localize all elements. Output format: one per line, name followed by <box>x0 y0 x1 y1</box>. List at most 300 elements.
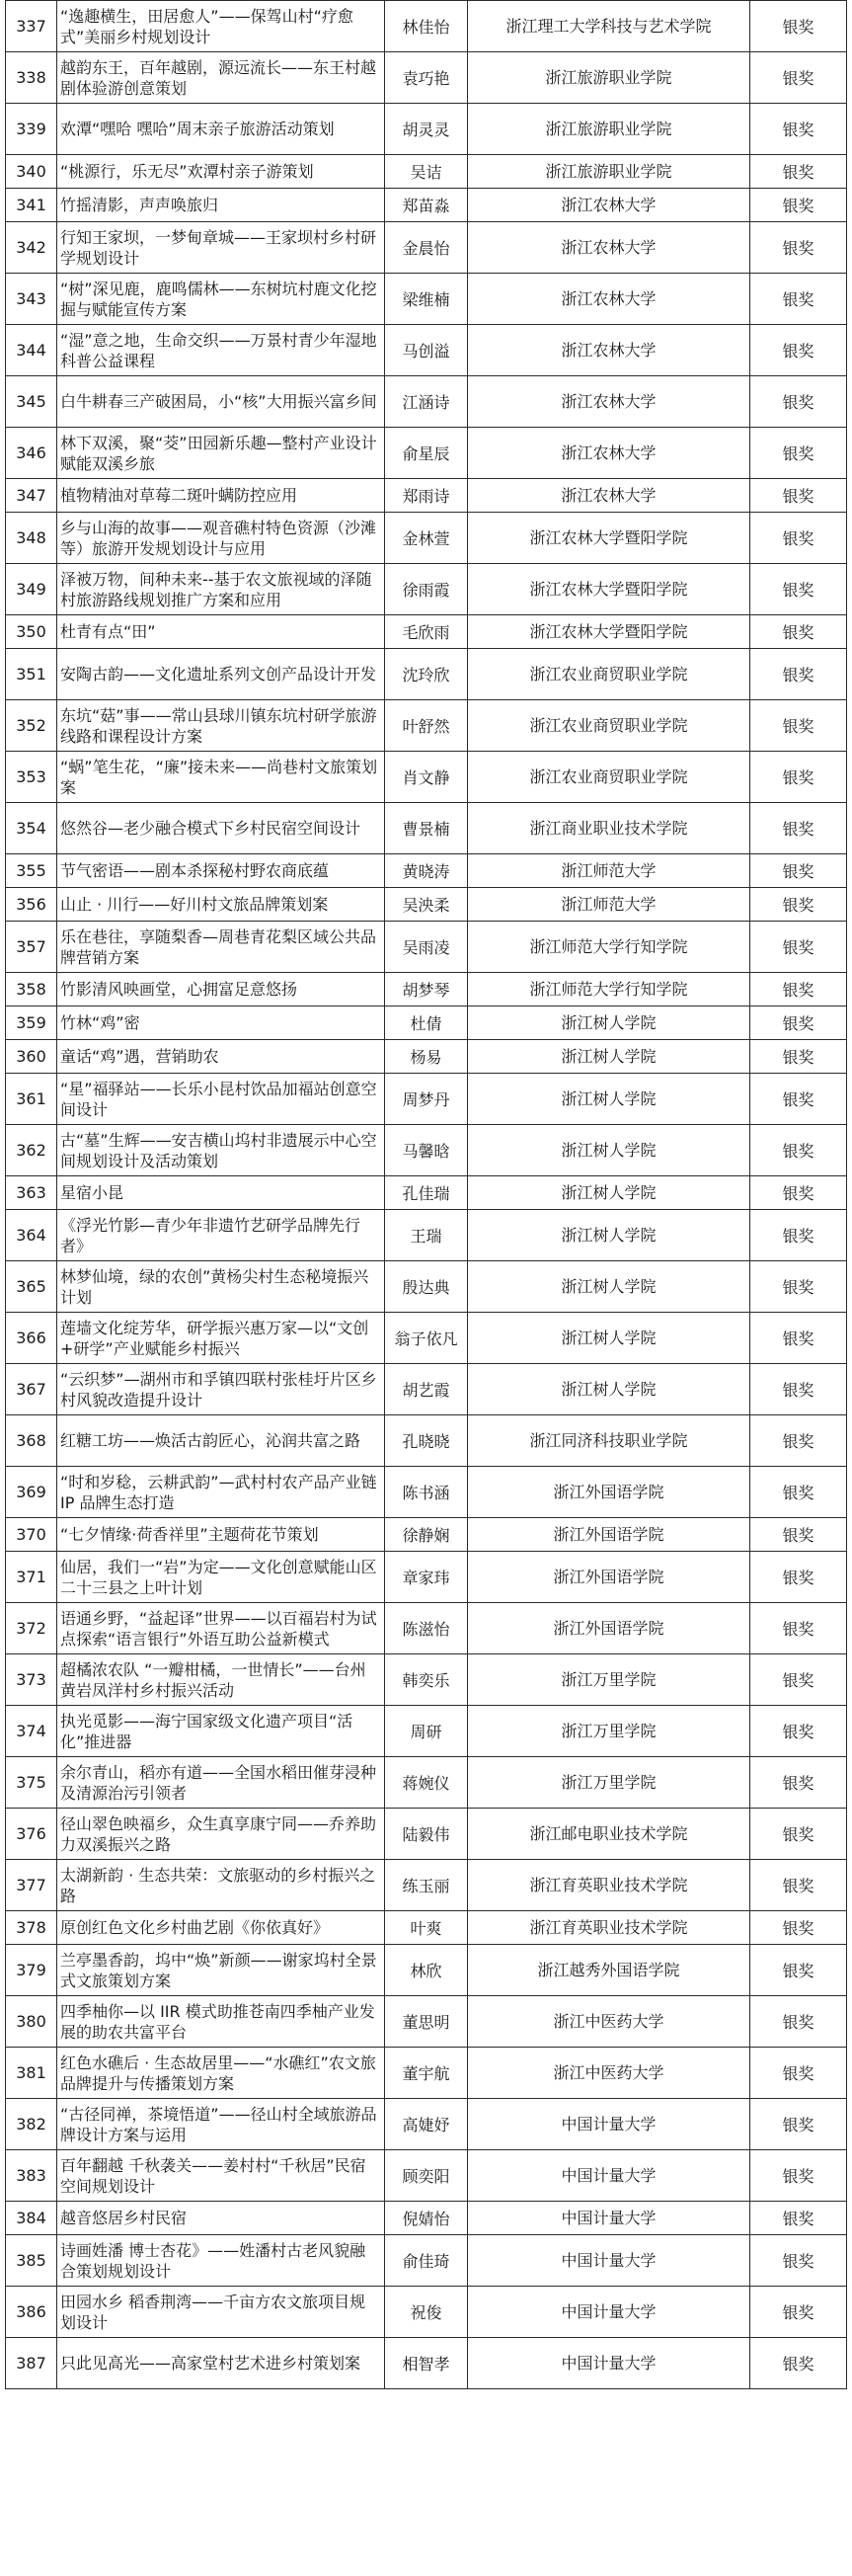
table-row <box>6 1809 847 1860</box>
project-title: 田园水乡 稻香荆湾——千亩方农文旅项目规划设计 <box>57 2287 385 2338</box>
table-row <box>6 1313 847 1364</box>
project-title: 白牛耕春三产破困局，小“核”大用振兴富乡间 <box>57 376 385 428</box>
school-name: 中国计量大学 <box>468 2287 750 2338</box>
project-title: 径山翠色映福乡，众生真享康宁同——乔养助力双溪振兴之路 <box>57 1809 385 1860</box>
project-title: 语通乡野，“益起译”世界——以百福岩村为试点探索“语言银行”外语互助公益新模式 <box>57 1603 385 1654</box>
project-title: “树”深见鹿，鹿鸣儒林——东树坑村鹿文化挖掘与赋能宣传方案 <box>57 274 385 325</box>
project-title: 《浮光竹影—青少年非遗竹艺研学品牌先行者》 <box>57 1210 385 1261</box>
project-title: 太湖新韵 · 生态共荣：文旅驱动的乡村振兴之路 <box>57 1860 385 1911</box>
school-name: 浙江万里学院 <box>468 1654 750 1706</box>
award-level: 银奖 <box>750 973 847 1006</box>
table-row <box>6 1706 847 1757</box>
project-title: 诗画姓潘 博士杏花》——姓潘村古老风貌融合策划规划设计 <box>57 2235 385 2287</box>
project-title: 兰亭墨香韵，坞中“焕”新颜——谢家坞村全景式文旅策划方案 <box>57 1945 385 1996</box>
applicant-name: 倪婧怡 <box>385 2202 468 2235</box>
project-title: 越音悠居乡村民宿 <box>57 2202 385 2235</box>
applicant-name: 董思明 <box>385 1996 468 2048</box>
applicant-name: 祝俊 <box>385 2287 468 2338</box>
award-level: 银奖 <box>750 1415 847 1467</box>
award-level: 银奖 <box>750 1074 847 1125</box>
project-title: “云织梦”—湖州市和孚镇四联村张桂圩片区乡村风貌改造提升设计 <box>57 1364 385 1415</box>
award-level: 银奖 <box>750 615 847 649</box>
table-row <box>6 189 847 222</box>
award-level: 银奖 <box>750 1125 847 1176</box>
row-number: 357 <box>6 922 57 973</box>
applicant-name: 林佳怡 <box>385 1 468 52</box>
row-number: 372 <box>6 1603 57 1654</box>
table-row <box>6 1654 847 1706</box>
table-row <box>6 973 847 1006</box>
table-row <box>6 1415 847 1467</box>
row-number: 360 <box>6 1040 57 1074</box>
table-row <box>6 922 847 973</box>
award-level: 银奖 <box>750 52 847 104</box>
project-title: 莲墙文化绽芳华，研学振兴惠万家—以“文创+研学”产业赋能乡村振兴 <box>57 1313 385 1364</box>
school-name: 浙江万里学院 <box>468 1706 750 1757</box>
award-level: 银奖 <box>750 752 847 803</box>
table-row <box>6 1552 847 1603</box>
project-title: “蜗”笔生花，“廉”接未来——尚巷村文旅策划案 <box>57 752 385 803</box>
award-level: 银奖 <box>750 888 847 922</box>
row-number: 358 <box>6 973 57 1006</box>
row-number: 369 <box>6 1467 57 1518</box>
award-level: 银奖 <box>750 428 847 479</box>
applicant-name: 马馨晗 <box>385 1125 468 1176</box>
award-table <box>5 0 847 2389</box>
applicant-name: 黄晓涛 <box>385 854 468 888</box>
award-level: 银奖 <box>750 2099 847 2150</box>
project-title: 童话“鸡”遇，营销助农 <box>57 1040 385 1074</box>
table-row <box>6 615 847 649</box>
project-title: 执光觅影——海宁国家级文化遗产项目“活化”推进器 <box>57 1706 385 1757</box>
table-row <box>6 752 847 803</box>
row-number: 366 <box>6 1313 57 1364</box>
project-title: 星宿小昆 <box>57 1176 385 1210</box>
row-number: 339 <box>6 104 57 155</box>
row-number: 368 <box>6 1415 57 1467</box>
award-level: 银奖 <box>750 1040 847 1074</box>
project-title: 乡与山海的故事——观音礁村特色资源（沙滩等）旅游开发规划设计与应用 <box>57 513 385 564</box>
award-level: 银奖 <box>750 1860 847 1911</box>
applicant-name: 胡灵灵 <box>385 104 468 155</box>
award-level: 银奖 <box>750 1364 847 1415</box>
project-title: “桃源行，乐无尽”欢潭村亲子游策划 <box>57 155 385 189</box>
award-level: 银奖 <box>750 325 847 376</box>
applicant-name: 毛欣雨 <box>385 615 468 649</box>
row-number: 377 <box>6 1860 57 1911</box>
row-number: 351 <box>6 649 57 700</box>
project-title: 原创红色文化乡村曲艺剧《你依真好》 <box>57 1911 385 1945</box>
award-level: 银奖 <box>750 2150 847 2202</box>
award-level: 银奖 <box>750 2048 847 2099</box>
award-level: 银奖 <box>750 1706 847 1757</box>
school-name: 浙江师范大学行知学院 <box>468 973 750 1006</box>
school-name: 浙江中医药大学 <box>468 1996 750 2048</box>
table-row <box>6 1364 847 1415</box>
school-name: 浙江农林大学 <box>468 325 750 376</box>
table-row <box>6 428 847 479</box>
row-number: 348 <box>6 513 57 564</box>
award-level: 银奖 <box>750 1518 847 1552</box>
project-title: 竹林“鸡”密 <box>57 1006 385 1040</box>
applicant-name: 肖文静 <box>385 752 468 803</box>
table-row <box>6 1 847 52</box>
table-row <box>6 1603 847 1654</box>
school-name: 浙江农林大学 <box>468 274 750 325</box>
row-number: 352 <box>6 700 57 752</box>
table-row <box>6 1860 847 1911</box>
applicant-name: 杨易 <box>385 1040 468 1074</box>
applicant-name: 孔晓晓 <box>385 1415 468 1467</box>
applicant-name: 曹景楠 <box>385 803 468 854</box>
row-number: 354 <box>6 803 57 854</box>
table-row <box>6 564 847 615</box>
school-name: 浙江树人学院 <box>468 1125 750 1176</box>
project-title: 余尔青山，稻亦有道——全国水稻田催芽浸种及清源治污引领者 <box>57 1757 385 1809</box>
row-number: 363 <box>6 1176 57 1210</box>
row-number: 343 <box>6 274 57 325</box>
project-title: 只此见高光——高家堂村艺术进乡村策划案 <box>57 2338 385 2389</box>
table-row <box>6 1757 847 1809</box>
school-name: 浙江邮电职业技术学院 <box>468 1809 750 1860</box>
applicant-name: 郑雨诗 <box>385 479 468 513</box>
applicant-name: 顾奕阳 <box>385 2150 468 2202</box>
row-number: 341 <box>6 189 57 222</box>
award-table-body <box>6 1 847 2389</box>
row-number: 338 <box>6 52 57 104</box>
project-title: “湿”意之地，生命交织——万景村青少年湿地科普公益课程 <box>57 325 385 376</box>
project-title: “时和岁稔，云耕武韵”—武村村农产品产业链 IP 品牌生态打造 <box>57 1467 385 1518</box>
award-level: 银奖 <box>750 274 847 325</box>
applicant-name: 江涵诗 <box>385 376 468 428</box>
school-name: 浙江万里学院 <box>468 1757 750 1809</box>
project-title: 山止 · 川行——好川村文旅品牌策划案 <box>57 888 385 922</box>
award-level: 银奖 <box>750 222 847 274</box>
row-number: 383 <box>6 2150 57 2202</box>
applicant-name: 杜倩 <box>385 1006 468 1040</box>
row-number: 337 <box>6 1 57 52</box>
applicant-name: 王瑞 <box>385 1210 468 1261</box>
row-number: 382 <box>6 2099 57 2150</box>
award-level: 银奖 <box>750 2235 847 2287</box>
school-name: 浙江树人学院 <box>468 1176 750 1210</box>
school-name: 浙江中医药大学 <box>468 2048 750 2099</box>
table-row <box>6 649 847 700</box>
row-number: 378 <box>6 1911 57 1945</box>
school-name: 浙江农林大学暨阳学院 <box>468 513 750 564</box>
school-name: 浙江农林大学 <box>468 189 750 222</box>
applicant-name: 周梦丹 <box>385 1074 468 1125</box>
school-name: 浙江旅游职业学院 <box>468 52 750 104</box>
table-row <box>6 700 847 752</box>
applicant-name: 金林萱 <box>385 513 468 564</box>
row-number: 374 <box>6 1706 57 1757</box>
award-level: 银奖 <box>750 1313 847 1364</box>
table-row <box>6 2150 847 2202</box>
project-title: 林梦仙境，绿的农创”黄杨尖村生态秘境振兴计划 <box>57 1261 385 1313</box>
project-title: 植物精油对草莓二斑叶螨防控应用 <box>57 479 385 513</box>
award-level: 银奖 <box>750 1261 847 1313</box>
school-name: 浙江农林大学暨阳学院 <box>468 564 750 615</box>
row-number: 376 <box>6 1809 57 1860</box>
award-level: 银奖 <box>750 1757 847 1809</box>
project-title: 红色水礁后 · 生态故居里——“水礁红”农文旅品牌提升与传播策划方案 <box>57 2048 385 2099</box>
school-name: 浙江农林大学暨阳学院 <box>468 615 750 649</box>
table-row <box>6 1125 847 1176</box>
school-name: 浙江农林大学 <box>468 376 750 428</box>
row-number: 370 <box>6 1518 57 1552</box>
row-number: 379 <box>6 1945 57 1996</box>
award-level: 银奖 <box>750 564 847 615</box>
table-row <box>6 513 847 564</box>
project-title: 竹摇清影，声声唤旅归 <box>57 189 385 222</box>
table-row <box>6 1996 847 2048</box>
table-row <box>6 1467 847 1518</box>
school-name: 中国计量大学 <box>468 2099 750 2150</box>
applicant-name: 练玉丽 <box>385 1860 468 1911</box>
applicant-name: 林欣 <box>385 1945 468 1996</box>
table-row <box>6 1006 847 1040</box>
project-title: 悠然谷—老少融合模式下乡村民宿空间设计 <box>57 803 385 854</box>
table-row <box>6 1074 847 1125</box>
applicant-name: 相智孝 <box>385 2338 468 2389</box>
table-row <box>6 1210 847 1261</box>
row-number: 345 <box>6 376 57 428</box>
applicant-name: 袁巧艳 <box>385 52 468 104</box>
table-row <box>6 2099 847 2150</box>
school-name: 中国计量大学 <box>468 2235 750 2287</box>
award-level: 银奖 <box>750 1603 847 1654</box>
applicant-name: 金晨怡 <box>385 222 468 274</box>
project-title: 杜青有点“田” <box>57 615 385 649</box>
row-number: 381 <box>6 2048 57 2099</box>
award-level: 银奖 <box>750 2202 847 2235</box>
school-name: 浙江农业商贸职业学院 <box>468 649 750 700</box>
award-level: 银奖 <box>750 803 847 854</box>
project-title: 节气密语——剧本杀探秘村野农商底蕴 <box>57 854 385 888</box>
row-number: 367 <box>6 1364 57 1415</box>
table-row <box>6 222 847 274</box>
applicant-name: 郑苗淼 <box>385 189 468 222</box>
award-level: 银奖 <box>750 1176 847 1210</box>
school-name: 浙江师范大学 <box>468 888 750 922</box>
school-name: 浙江树人学院 <box>468 1006 750 1040</box>
row-number: 344 <box>6 325 57 376</box>
table-row <box>6 376 847 428</box>
applicant-name: 孔佳瑞 <box>385 1176 468 1210</box>
applicant-name: 叶爽 <box>385 1911 468 1945</box>
applicant-name: 章家玮 <box>385 1552 468 1603</box>
row-number: 362 <box>6 1125 57 1176</box>
award-level: 银奖 <box>750 922 847 973</box>
school-name: 浙江越秀外国语学院 <box>468 1945 750 1996</box>
project-title: 东坑“菇”事——常山县球川镇东坑村研学旅游线路和课程设计方案 <box>57 700 385 752</box>
award-level: 银奖 <box>750 1006 847 1040</box>
table-row <box>6 1176 847 1210</box>
table-row <box>6 888 847 922</box>
award-level: 银奖 <box>750 513 847 564</box>
school-name: 浙江树人学院 <box>468 1313 750 1364</box>
applicant-name: 沈玲欣 <box>385 649 468 700</box>
award-level: 银奖 <box>750 1210 847 1261</box>
row-number: 380 <box>6 1996 57 2048</box>
school-name: 中国计量大学 <box>468 2150 750 2202</box>
school-name: 浙江育英职业技术学院 <box>468 1860 750 1911</box>
row-number: 347 <box>6 479 57 513</box>
project-title: 超橘浓农队 “一瓣柑橘，一世情长”——台州黄岩凤洋村乡村振兴活动 <box>57 1654 385 1706</box>
table-row <box>6 2235 847 2287</box>
school-name: 浙江农业商贸职业学院 <box>468 752 750 803</box>
school-name: 浙江农林大学 <box>468 479 750 513</box>
school-name: 浙江商业职业技术学院 <box>468 803 750 854</box>
row-number: 373 <box>6 1654 57 1706</box>
award-level: 银奖 <box>750 1911 847 1945</box>
table-row <box>6 479 847 513</box>
school-name: 浙江树人学院 <box>468 1074 750 1125</box>
applicant-name: 俞佳琦 <box>385 2235 468 2287</box>
project-title: “星”福驿站——长乐小昆村饮品加福站创意空间设计 <box>57 1074 385 1125</box>
row-number: 350 <box>6 615 57 649</box>
applicant-name: 殷达典 <box>385 1261 468 1313</box>
row-number: 364 <box>6 1210 57 1261</box>
applicant-name: 徐雨霞 <box>385 564 468 615</box>
school-name: 浙江理工大学科技与艺术学院 <box>468 1 750 52</box>
applicant-name: 陈书涵 <box>385 1467 468 1518</box>
applicant-name: 蒋婉仪 <box>385 1757 468 1809</box>
row-number: 375 <box>6 1757 57 1809</box>
applicant-name: 吴泱柔 <box>385 888 468 922</box>
applicant-name: 陆毅伟 <box>385 1809 468 1860</box>
school-name: 浙江外国语学院 <box>468 1552 750 1603</box>
project-title: 泽被万物，间种未来--基于农文旅视域的泽随村旅游路线规划推广方案和应用 <box>57 564 385 615</box>
table-row <box>6 854 847 888</box>
award-level: 银奖 <box>750 649 847 700</box>
row-number: 353 <box>6 752 57 803</box>
applicant-name: 胡梦琴 <box>385 973 468 1006</box>
school-name: 浙江外国语学院 <box>468 1603 750 1654</box>
row-number: 387 <box>6 2338 57 2389</box>
school-name: 浙江农林大学 <box>468 222 750 274</box>
project-title: 百年翻越 千秋袭关——姜村村“千秋居”民宿空间规划设计 <box>57 2150 385 2202</box>
table-row <box>6 2202 847 2235</box>
award-level: 银奖 <box>750 104 847 155</box>
applicant-name: 马创溢 <box>385 325 468 376</box>
school-name: 浙江同济科技职业学院 <box>468 1415 750 1467</box>
table-row <box>6 1261 847 1313</box>
award-level: 银奖 <box>750 854 847 888</box>
project-title: 行知王家坝，一梦甸章城——王家坝村乡村研学规划设计 <box>57 222 385 274</box>
row-number: 355 <box>6 854 57 888</box>
award-level: 银奖 <box>750 1 847 52</box>
school-name: 浙江旅游职业学院 <box>468 104 750 155</box>
project-title: “七夕情缘·荷香祥里”主题荷花节策划 <box>57 1518 385 1552</box>
project-title: 安陶古韵——文化遗址系列文创产品设计开发 <box>57 649 385 700</box>
table-row <box>6 2338 847 2389</box>
table-row <box>6 52 847 104</box>
applicant-name: 梁维楠 <box>385 274 468 325</box>
project-title: 乐在巷往，享随梨香—周巷青花梨区域公共品牌营销方案 <box>57 922 385 973</box>
award-level: 银奖 <box>750 1996 847 2048</box>
table-row <box>6 2048 847 2099</box>
table-row <box>6 274 847 325</box>
school-name: 中国计量大学 <box>468 2338 750 2389</box>
row-number: 386 <box>6 2287 57 2338</box>
school-name: 中国计量大学 <box>468 2202 750 2235</box>
project-title: 四季柚你—以 IIR 模式助推苍南四季柚产业发展的助农共富平台 <box>57 1996 385 2048</box>
school-name: 浙江师范大学 <box>468 854 750 888</box>
row-number: 385 <box>6 2235 57 2287</box>
applicant-name: 陈滋怡 <box>385 1603 468 1654</box>
applicant-name: 徐静娴 <box>385 1518 468 1552</box>
applicant-name: 吴诘 <box>385 155 468 189</box>
applicant-name: 叶舒然 <box>385 700 468 752</box>
school-name: 浙江外国语学院 <box>468 1518 750 1552</box>
applicant-name: 高婕妤 <box>385 2099 468 2150</box>
award-level: 银奖 <box>750 1654 847 1706</box>
award-level: 银奖 <box>750 1945 847 1996</box>
award-level: 银奖 <box>750 2338 847 2389</box>
project-title: 竹影清风映画堂，心拥富足意悠扬 <box>57 973 385 1006</box>
award-level: 银奖 <box>750 1809 847 1860</box>
award-level: 银奖 <box>750 2287 847 2338</box>
award-level: 银奖 <box>750 700 847 752</box>
school-name: 浙江农林大学 <box>468 428 750 479</box>
project-title: “逸趣横生，田居愈人”——保驾山村“疗愈式”美丽乡村规划设计 <box>57 1 385 52</box>
award-level: 银奖 <box>750 1467 847 1518</box>
table-row <box>6 325 847 376</box>
school-name: 浙江师范大学行知学院 <box>468 922 750 973</box>
school-name: 浙江旅游职业学院 <box>468 155 750 189</box>
applicant-name: 周研 <box>385 1706 468 1757</box>
applicant-name: 胡艺霞 <box>385 1364 468 1415</box>
row-number: 342 <box>6 222 57 274</box>
row-number: 365 <box>6 1261 57 1313</box>
table-row <box>6 1945 847 1996</box>
project-title: 欢潭“嘿哈 嘿哈”周末亲子旅游活动策划 <box>57 104 385 155</box>
applicant-name: 韩奕乐 <box>385 1654 468 1706</box>
school-name: 浙江农业商贸职业学院 <box>468 700 750 752</box>
applicant-name: 吴雨凌 <box>385 922 468 973</box>
row-number: 340 <box>6 155 57 189</box>
school-name: 浙江树人学院 <box>468 1210 750 1261</box>
award-level: 银奖 <box>750 189 847 222</box>
school-name: 浙江树人学院 <box>468 1261 750 1313</box>
school-name: 浙江树人学院 <box>468 1364 750 1415</box>
project-title: 仙居，我们一“岩”为定——文化创意赋能山区二十三县之上叶计划 <box>57 1552 385 1603</box>
row-number: 384 <box>6 2202 57 2235</box>
table-row <box>6 1911 847 1945</box>
table-row <box>6 1040 847 1074</box>
school-name: 浙江树人学院 <box>468 1040 750 1074</box>
row-number: 359 <box>6 1006 57 1040</box>
row-number: 371 <box>6 1552 57 1603</box>
applicant-name: 董宇航 <box>385 2048 468 2099</box>
row-number: 356 <box>6 888 57 922</box>
table-row <box>6 2287 847 2338</box>
row-number: 361 <box>6 1074 57 1125</box>
school-name: 浙江外国语学院 <box>468 1467 750 1518</box>
project-title: 古“墓”生辉——安吉横山坞村非遗展示中心空间规划设计及活动策划 <box>57 1125 385 1176</box>
project-title: 红糖工坊——焕活古韵匠心，沁润共富之路 <box>57 1415 385 1467</box>
row-number: 349 <box>6 564 57 615</box>
applicant-name: 翁子依凡 <box>385 1313 468 1364</box>
applicant-name: 俞星辰 <box>385 428 468 479</box>
project-title: 越韵东王，百年越剧，源远流长——东王村越剧体验游创意策划 <box>57 52 385 104</box>
award-level: 银奖 <box>750 479 847 513</box>
table-row <box>6 155 847 189</box>
award-level: 银奖 <box>750 376 847 428</box>
award-level: 银奖 <box>750 1552 847 1603</box>
